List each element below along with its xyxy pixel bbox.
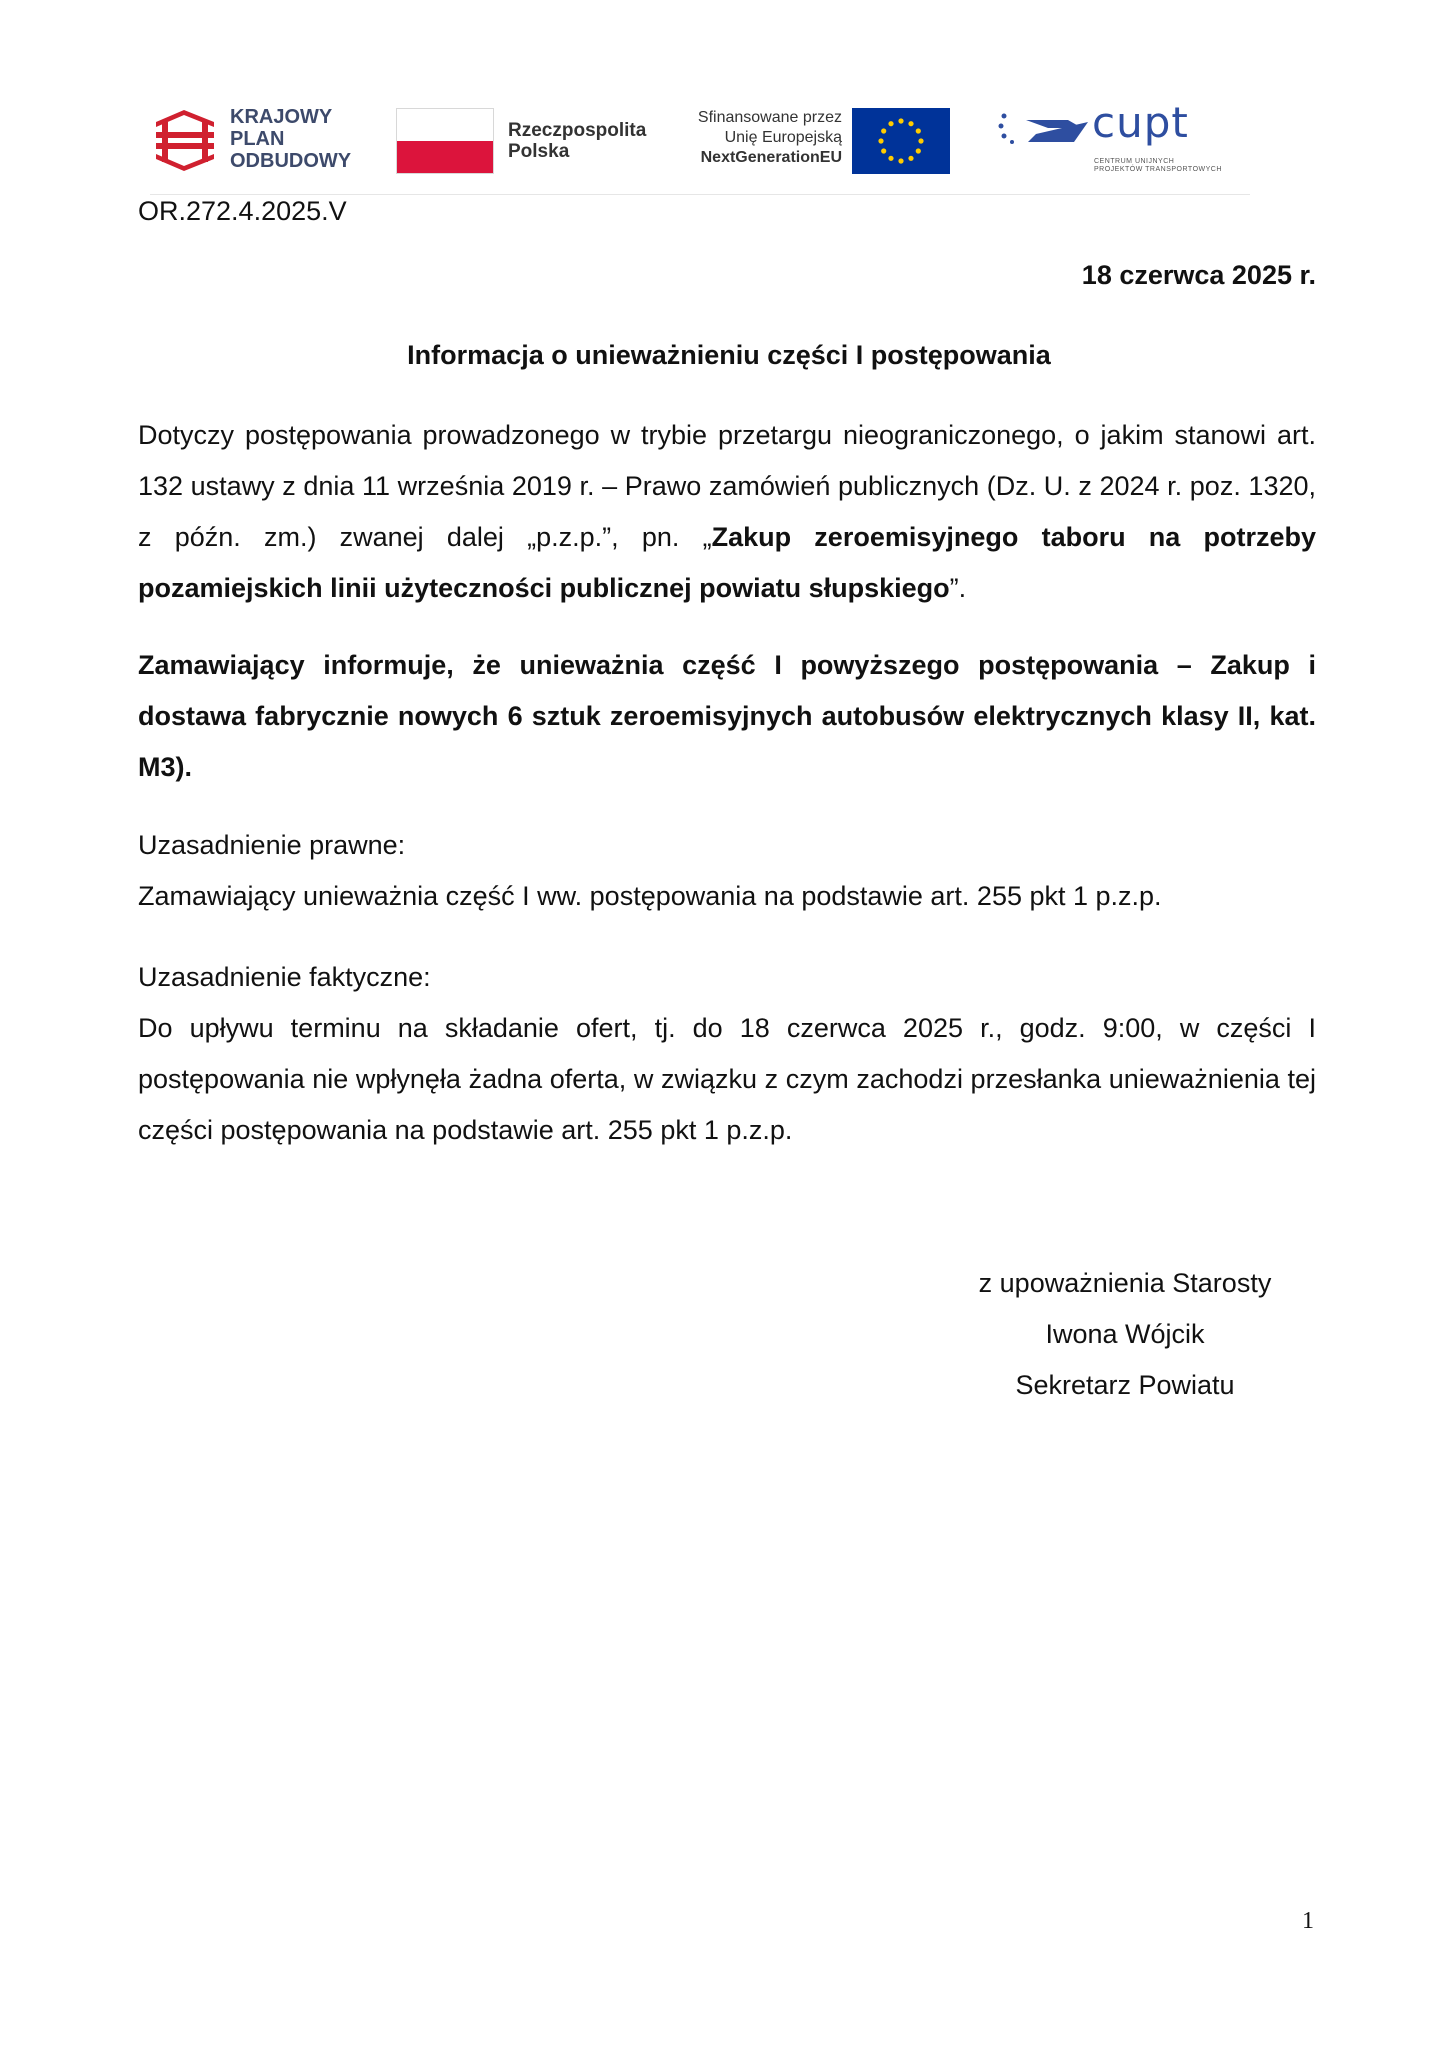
document-title: Informacja o unieważnieniu części I postępowania: [407, 340, 1051, 370]
cupt-sub-line-1: CENTRUM UNIJNYCH: [1094, 158, 1175, 165]
eu-star-icon: [881, 148, 886, 153]
eu-star-icon: [916, 128, 921, 133]
subject-text-after: ”.: [949, 573, 967, 603]
factual-basis-text: Do upływu terminu na składanie ofert, tj. do 18 czerwca 2025 r., godz. 9:00, w części I postępowania nie wpłynęła żadna oferta, w związku z czym zachodzi przesłanka unieważnienia tej części postępowania na podstawie art. 255 pkt 1 p.z.p.: [138, 1013, 1316, 1145]
kpo-logo-text: [230, 106, 351, 172]
ngeu-logo-text: [670, 108, 842, 168]
legal-basis-heading: Uzasadnienie prawne:: [138, 830, 406, 860]
eu-star-icon: [918, 138, 923, 143]
legal-basis-section: [138, 820, 1316, 922]
signature-name: Iwona Wójcik: [1045, 1319, 1205, 1349]
eu-star-icon: [888, 156, 893, 161]
eu-star-icon: [898, 118, 903, 123]
eu-flag-icon: [852, 108, 950, 174]
signature-position: Sekretarz Powiatu: [1015, 1370, 1235, 1400]
legal-basis-text: Zamawiający unieważnia część I ww. postępowania na podstawie art. 255 pkt 1 p.z.p.: [138, 881, 1162, 911]
eu-star-icon: [888, 121, 893, 126]
page-number: 1: [1302, 1908, 1314, 1934]
paragraph-subject: [138, 410, 1316, 614]
paragraph-annulment-notice: Zamawiający informuje, że unieważnia część I powyższego postępowania – Zakup i dostawa fabrycznie nowych 6 sztuk zeroemisyjnych autobusów elektrycznych klasy II, kat. M3).: [138, 650, 1316, 782]
funding-logos-header: [150, 100, 1250, 198]
rp-line-1: Rzeczpospolita: [508, 120, 647, 141]
document-date: 18 czerwca 2025 r.: [1081, 260, 1316, 290]
ngeu-line-3: NextGenerationEU: [700, 149, 842, 166]
rp-line-2: Polska: [508, 141, 570, 162]
eu-star-icon: [881, 128, 886, 133]
cupt-sub-line-2: PROJEKTÓW TRANSPORTOWYCH: [1094, 166, 1222, 173]
krajowy-plan-odbudowy-logo-icon: [154, 108, 216, 172]
signature-authority: z upoważnienia Starosty: [978, 1268, 1272, 1298]
reference-number: OR.272.4.2025.V: [138, 196, 347, 226]
eu-star-icon: [898, 158, 903, 163]
cupt-mark-icon: [998, 110, 1090, 154]
ngeu-line-2: Unię Europejską: [724, 129, 842, 146]
cupt-logo: [998, 98, 1248, 184]
eu-star-icon: [878, 138, 883, 143]
rzeczpospolita-logo-text: [508, 120, 646, 162]
kpo-line-2: PLAN: [230, 128, 285, 150]
eu-star-icon: [916, 148, 921, 153]
polish-flag-icon: [396, 108, 494, 174]
subject-text-before: Dotyczy postępowania prowadzonego w trybie przetargu nieograniczonego, o jakim stanowi art. 132 ustawy z dnia 11 września 2019 r. – Prawo zamówień publicznych (Dz. U. z 2024 r. poz. 1320, z późn. zm.) zwanej dalej „p.z.p.”, pn. „: [138, 420, 1316, 552]
factual-basis-section: [138, 952, 1316, 1156]
eu-star-icon: [908, 156, 913, 161]
procurement-name: Zakup zeroemisyjnego taboru na potrzeby pozamiejskich linii użyteczności publicznej powiatu słupskiego: [138, 522, 1316, 603]
factual-basis-heading: Uzasadnienie faktyczne:: [138, 962, 431, 992]
kpo-line-3: ODBUDOWY: [230, 150, 352, 172]
header-divider: [150, 194, 1250, 195]
ngeu-line-1: Sfinansowane przez: [697, 109, 842, 126]
cupt-subtitle: [1094, 158, 1222, 174]
eu-star-icon: [908, 121, 913, 126]
kpo-line-1: KRAJOWY: [230, 106, 333, 128]
signature-block: [900, 1258, 1350, 1411]
cupt-wordmark: cupt: [1092, 98, 1189, 147]
